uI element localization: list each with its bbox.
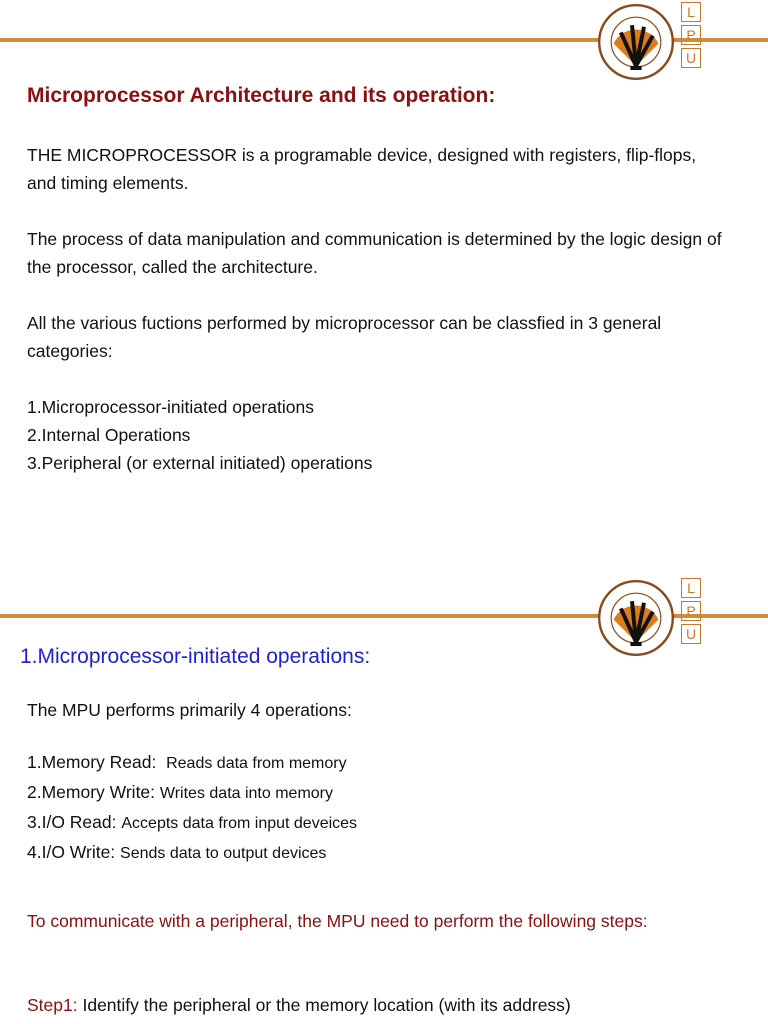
step-1 — [27, 991, 728, 1019]
operation-name: 2.Memory Write: — [27, 782, 156, 802]
architecture-paragraph: The process of data manipulation and communication is determined by the logic design of the processor, called the architecture. — [27, 229, 722, 277]
intro-paragraph: THE MICROPROCESSOR is a programable device, designed with registers, flip-flops, and timing elements. — [27, 145, 697, 193]
list-item — [27, 748, 728, 778]
badge-letter-p: P — [681, 601, 701, 621]
list-item: 1.Microprocessor-initiated operations — [27, 397, 314, 417]
operation-desc: Writes data into memory — [159, 785, 333, 802]
section-title: 1.Microprocessor-initiated operations: — [20, 645, 371, 668]
operations-list — [27, 748, 728, 868]
operation-name: 4.I/O Write: — [27, 842, 116, 862]
badge-letter-u: U — [681, 48, 701, 68]
university-seal-logo — [596, 578, 676, 658]
university-seal-logo — [596, 2, 676, 82]
operations-intro: The MPU performs primarily 4 operations: — [27, 700, 352, 720]
lpu-badge — [681, 578, 701, 647]
communicate-paragraph: To communicate with a peripheral, the MPU need to perform the following steps: — [27, 911, 648, 931]
categories-paragraph: All the various fuctions performed by microprocessor can be classfied in 3 general categories: — [27, 313, 662, 361]
operation-desc: Sends data to output devices — [120, 845, 327, 862]
lpu-badge — [681, 2, 701, 71]
categories-list — [27, 393, 728, 477]
operation-desc: Reads data from memory — [166, 755, 347, 772]
badge-letter-p: P — [681, 25, 701, 45]
step-label: Step1: — [27, 995, 78, 1015]
list-item: 3.Peripheral (or external initiated) operations — [27, 453, 373, 473]
badge-letter-l: L — [681, 578, 701, 598]
step-text: Identify the peripheral or the memory location (with its address) — [82, 995, 571, 1015]
slide-title: Microprocessor Architecture and its operation: — [27, 84, 496, 107]
list-item — [27, 778, 728, 808]
slide-2 — [0, 512, 768, 1024]
operation-name: 1.Memory Read: — [27, 752, 157, 772]
badge-letter-l: L — [681, 2, 701, 22]
list-item: 2.Internal Operations — [27, 425, 191, 445]
operation-name: 3.I/O Read: — [27, 812, 117, 832]
operation-desc: Accepts data from input deveices — [121, 815, 358, 832]
list-item — [27, 838, 728, 868]
badge-letter-u: U — [681, 624, 701, 644]
list-item — [27, 808, 728, 838]
